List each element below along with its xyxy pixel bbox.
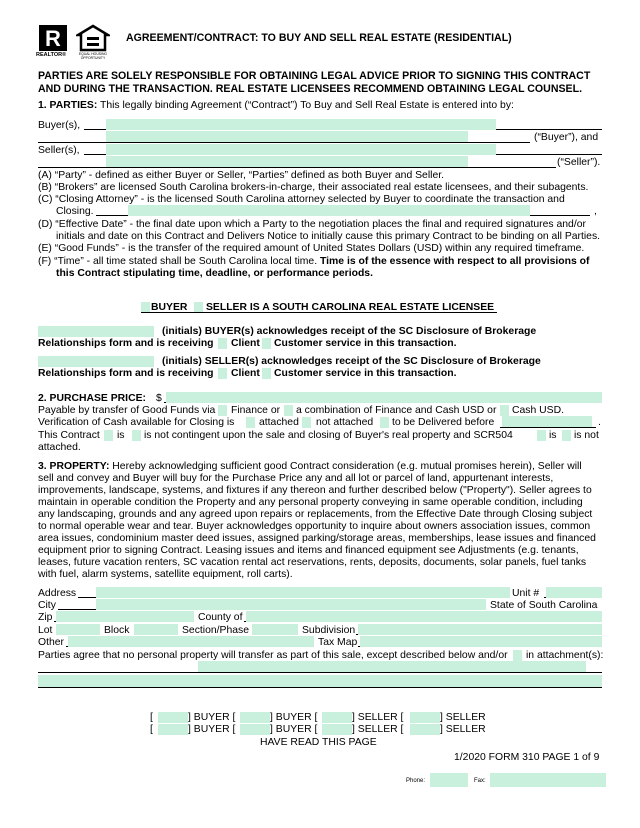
fax-label: Fax: [474, 778, 486, 784]
sellers-label: Seller(s), [38, 145, 80, 156]
dollar-sign: $ [156, 393, 162, 404]
buyer-customer-checkbox[interactable] [262, 338, 271, 349]
section3-line-0-text: Hereby acknowledging sufficient good Contract consideration (e.g. mutual promises herein), Seller will [112, 461, 582, 472]
attachment-checkbox[interactable] [513, 650, 522, 661]
delivered-date-field[interactable] [502, 416, 592, 427]
county-field[interactable] [246, 611, 602, 622]
zip-field[interactable] [56, 611, 194, 622]
subdivision-label: Subdivision [302, 625, 356, 636]
to-be-delivered-label: to be Delivered before [392, 417, 495, 428]
section3-line-2: improvements, landscape, systems, and fixtures if any thereon and further described below ("Property"). Seller agrees to [38, 485, 592, 496]
initials-row1-seller1[interactable] [322, 712, 352, 723]
initials-row1-seller2[interactable] [410, 712, 440, 723]
section-phase-field[interactable] [252, 624, 298, 635]
section1-heading: 1. PARTIES: [38, 100, 98, 111]
not-attached-label: not attached [316, 417, 374, 428]
section3-line-0 [38, 461, 602, 473]
section2-heading: 2. PURCHASE PRICE: [38, 393, 146, 404]
personal-property-field-1[interactable] [198, 661, 586, 672]
section-phase-label: Section/Phase [182, 625, 250, 636]
licensee-buyer-label: BUYER [151, 302, 188, 313]
buyer-client-label: Client [231, 338, 260, 349]
definition-b: (B) “Brokers” are licensed South Carolina brokers-in-charge, their associated real estate licensees, and their subagents. [38, 182, 589, 193]
legal-warning-line2: AND DURING THE TRANSACTION. REAL ESTATE LICENSEES RECOMMEND OBTAINING LEGAL COUNSEL. [38, 83, 583, 95]
personal-property-underline-1 [38, 672, 602, 673]
section3-line-6: area issues, condominium master deed issues, assigned parking/storage areas, memberships, lease issues and financed [38, 533, 596, 544]
county-label: County of [198, 612, 243, 623]
initials-row1-text3: ] SELLER [ [352, 712, 404, 723]
cash-checkbox[interactable] [500, 405, 509, 416]
section1-intro [38, 100, 602, 112]
tax-map-label: Tax Map [318, 637, 358, 648]
definition-d-line2: initials and date on this Contract and Delivers Notice to initially cause this primary Contract to be binding on all Parties. [56, 231, 601, 242]
initials-row2-text4: ] SELLER [440, 724, 486, 735]
other-label: Other [38, 637, 64, 648]
licensee-underline [141, 312, 497, 313]
seller-disclosure-line1: (initials) SELLER(s) acknowledges receipt of the SC Disclosure of Brokerage [162, 356, 541, 367]
seller-name-field-1[interactable] [106, 144, 496, 155]
section1-intro-text: This legally binding Agreement (“Contract”) To Buy and Sell Real Estate is entered into by: [99, 100, 514, 111]
definition-c-comma: , [594, 206, 597, 217]
definition-d-line1: (D) “Effective Date” - the final date upon which a Party to the negotiation places the final and required signatures and/or [38, 219, 586, 230]
initials-row2-seller1[interactable] [322, 724, 352, 735]
combination-label: a combination of Finance and Cash USD or [296, 405, 497, 416]
finance-label: Finance or [231, 405, 281, 416]
contingent-text: is not contingent upon the sale and closing of Buyer's real property and SCR504 [144, 430, 513, 441]
realtor-mark-text: REALTOR® [36, 52, 67, 58]
seller-name-field-2[interactable] [106, 156, 468, 167]
initials-row1-buyer1[interactable] [158, 712, 188, 723]
address-label: Address [38, 588, 77, 599]
initials-row2-buyer1[interactable] [158, 724, 188, 735]
seller-disclosure-line2: Relationships form and is receiving [38, 368, 214, 379]
initials-row2-text3: ] SELLER [ [352, 724, 404, 735]
section3-line-3: maintain in operable condition the Property and any personal property conveying in same operable condition, including [38, 497, 583, 508]
definition-e: (E) “Good Funds” - is the transfer of the required amount of United States Dollars (USD) within any required timeframe. [38, 243, 585, 254]
other-field[interactable] [68, 636, 314, 647]
section3-line-5: to normal operable wear and tear. Buyer acknowledges opportunity to inquire about owners association issues, common [38, 521, 591, 532]
cash-label: Cash USD. [512, 405, 564, 416]
buyer-disclosure-line1: (initials) BUYER(s) acknowledges receipt of the SC Disclosure of Brokerage [162, 326, 537, 337]
definition-f-line2: this Contract stipulating time, deadline, or performance periods. [56, 268, 373, 279]
realtor-logo [38, 24, 68, 58]
address-field[interactable] [96, 587, 510, 598]
definition-c-line1: (C) “Closing Attorney” - is the licensed South Carolina attorney selected by Buyer to coordinate the transaction and [38, 194, 565, 205]
buyers-label: Buyer(s), [38, 120, 81, 131]
seller-customer-label: Customer service in this transaction. [274, 368, 457, 379]
seller-client-label: Client [231, 368, 260, 379]
not-attached-checkbox[interactable] [302, 417, 311, 428]
phone-field[interactable] [430, 773, 468, 787]
personal-property-field-2[interactable] [38, 675, 602, 687]
seller-client-checkbox[interactable] [218, 368, 227, 379]
section3-heading: 3. PROPERTY: [38, 461, 110, 472]
section3-line-9: with fuel, alarm systems, satellite equipment, roll carts). [38, 569, 293, 580]
city-label: City [38, 600, 56, 611]
delivered-period: . [598, 417, 601, 428]
personal-property-underline-2 [38, 687, 602, 688]
unit-field[interactable] [546, 587, 602, 598]
payable-text: Payable by transfer of Good Funds via [38, 405, 216, 416]
scr504-is-not-checkbox[interactable] [562, 430, 571, 441]
tax-map-field[interactable] [360, 636, 602, 647]
unit-label: Unit # [512, 588, 540, 599]
contingent-is-label: is [117, 430, 125, 441]
seller-tag: (“Seller”). [557, 157, 601, 168]
city-field[interactable] [96, 599, 486, 610]
seller-initials-field[interactable] [38, 356, 154, 367]
contingent-is-not-checkbox[interactable] [132, 430, 141, 441]
buyer-initials-field[interactable] [38, 326, 154, 337]
combination-checkbox[interactable] [284, 405, 293, 416]
section3-line-7: equipment prior to signing Contract. Leasing issues and items and financed equipment see Adjustments (e.g. tenants, [38, 545, 579, 556]
equal-housing-text: EQUAL HOUSING OPPORTUNITY [78, 52, 108, 60]
definition-c-closing: Closing. [56, 206, 94, 217]
form-info: 1/2020 FORM 310 PAGE 1 of 9 [454, 752, 600, 763]
state-label: State of South Carolina [490, 600, 598, 611]
buyer-client-checkbox[interactable] [218, 338, 227, 349]
initials-row2-text1: ] BUYER [ [188, 724, 236, 735]
in-attachment-label: in attachment(s): [526, 650, 604, 661]
fax-field[interactable] [490, 773, 606, 787]
this-contract-text: This Contract [38, 430, 100, 441]
lot-label: Lot [38, 625, 53, 636]
phone-label: Phone: [406, 778, 426, 784]
finance-checkbox[interactable] [218, 405, 227, 416]
buyer-underline-2 [38, 142, 530, 143]
equal-housing-logo [76, 24, 110, 64]
seller-customer-checkbox[interactable] [262, 368, 271, 379]
verification-text: Verification of Cash available for Closing is [38, 417, 235, 428]
initials-row1-buyer2[interactable] [240, 712, 270, 723]
seller-underline-2 [38, 167, 556, 168]
form-title: AGREEMENT/CONTRACT: TO BUY AND SELL REAL ESTATE (RESIDENTIAL) [126, 32, 512, 44]
initials-row-1 [150, 712, 490, 724]
initials-row-2 [150, 724, 490, 736]
buyer-tag: (“Buyer”), and [534, 132, 599, 143]
initials-row1-open: [ [150, 712, 153, 723]
delivered-date-underline [500, 427, 596, 428]
initials-row2-text2: ] BUYER [ [270, 724, 318, 735]
closing-attorney-field[interactable] [128, 205, 530, 216]
initials-row1-text4: ] SELLER [440, 712, 486, 723]
subdivision-field[interactable] [358, 624, 602, 635]
initials-row2-buyer2[interactable] [240, 724, 270, 735]
attached-checkbox[interactable] [246, 417, 255, 428]
definition-a: (A) “Party” - defined as either Buyer or Seller, “Parties” defined as both Buyer and Seller. [38, 170, 445, 181]
buyer-name-field-1[interactable] [106, 119, 496, 130]
personal-property-text: Parties agree that no personal property will transfer as part of this sale, except described below and/or [38, 650, 508, 661]
have-read-text: HAVE READ THIS PAGE [260, 737, 377, 748]
contingent-is-checkbox[interactable] [104, 430, 113, 441]
initials-row2-seller2[interactable] [410, 724, 440, 735]
block-field[interactable] [134, 624, 178, 635]
legal-warning-line1: PARTIES ARE SOLELY RESPONSIBLE FOR OBTAINING LEGAL ADVICE PRIOR TO SIGNING THIS CONTRACT [38, 70, 591, 82]
licensee-seller-label: SELLER IS A SOUTH CAROLINA REAL ESTATE LICENSEE [206, 302, 495, 313]
initials-row2-open: [ [150, 724, 153, 735]
definition-f-line1 [38, 256, 602, 268]
buyer-disclosure-line2: Relationships form and is receiving [38, 338, 214, 349]
scr504-is-not-label: is not [574, 430, 599, 441]
scr504-is-label: is [549, 430, 557, 441]
svg-text:R: R [45, 26, 61, 51]
block-label: Block [104, 625, 130, 636]
section3-line-8: leases, future vacation renters, SC vacation rental act reservations, rents, deposits, documents, solar panels, fuel tanks [38, 557, 587, 568]
attached-end-text: attached. [38, 442, 81, 453]
purchase-price-field[interactable] [166, 392, 602, 403]
buyer-name-field-2[interactable] [106, 131, 468, 142]
to-be-delivered-checkbox[interactable] [380, 417, 389, 428]
section3-line-4: any landscaping, grounds and any agreed upon repairs or replacements, from the Effective Date through Closing subject [38, 509, 593, 520]
definition-f-bold: Time is of the essence with respect to all provisions of [320, 256, 590, 267]
lot-field[interactable] [56, 624, 100, 635]
initials-row1-text1: ] BUYER [ [188, 712, 236, 723]
section3-line-1: sell and convey and Buyer will buy for the Purchase Price any and all lot or parcel of land, appurtenant interests, [38, 473, 554, 484]
scr504-is-checkbox[interactable] [537, 430, 546, 441]
initials-row1-text2: ] BUYER [ [270, 712, 318, 723]
definition-f-text: (F) “Time” - all time stated shall be South Carolina local time. [38, 256, 318, 267]
zip-label: Zip [38, 612, 53, 623]
buyer-customer-label: Customer service in this transaction. [274, 338, 457, 349]
attached-label: attached [259, 417, 299, 428]
